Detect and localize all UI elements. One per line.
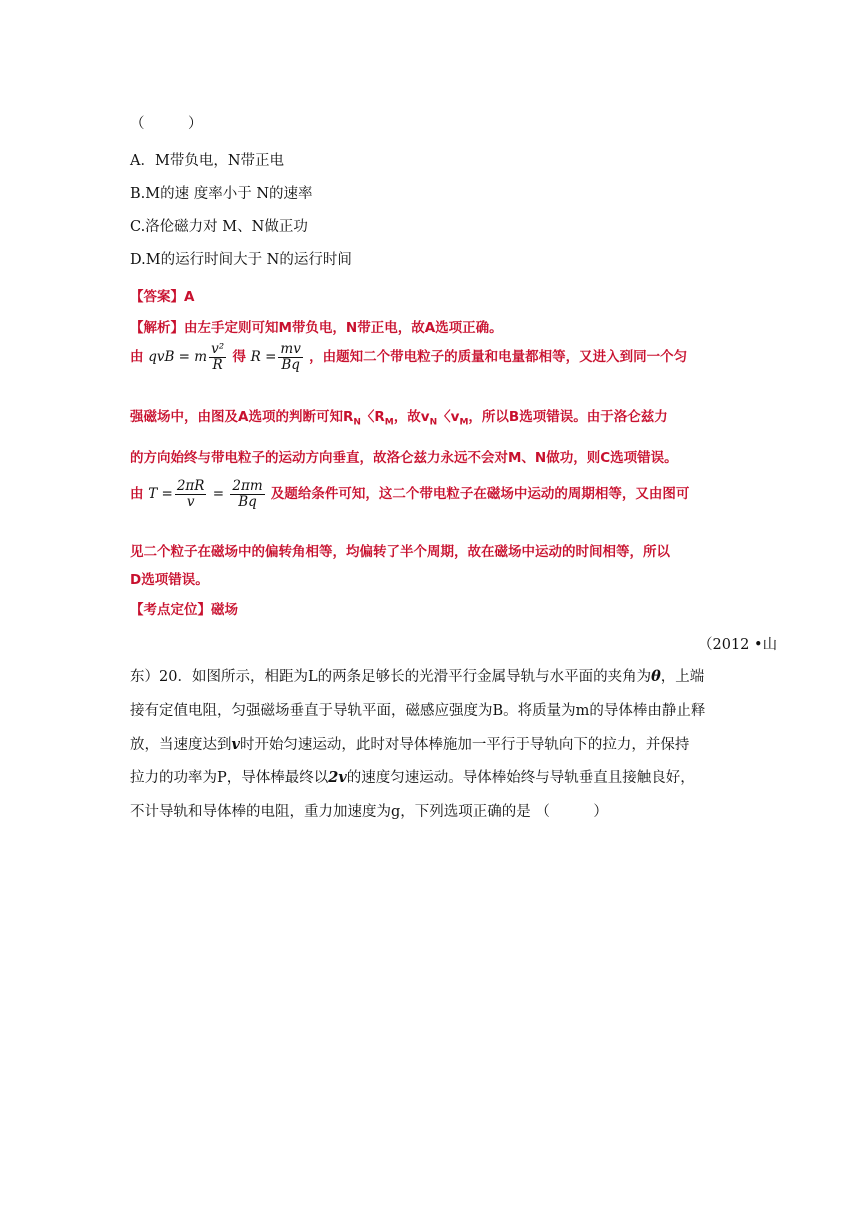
analysis-line-2-text: ，由题知二个带电粒子的质量和电量都相等，又进入到同一个匀 xyxy=(309,349,688,365)
question-line-3 xyxy=(130,733,689,754)
question-line-1 xyxy=(130,665,704,686)
fraction-mv-bq xyxy=(278,342,302,373)
question-line-1-end: ，上端 xyxy=(660,669,705,685)
subscript-m: M xyxy=(384,417,394,428)
analysis-line-6: 见二个粒子在磁场中的偏转角相等，均偏转了半个周期，故在磁场中运动的时间相等，所以 xyxy=(130,544,670,560)
fraction-2pim-bq xyxy=(230,479,264,510)
question-line-4-text: 拉力的功率为P，导体棒最终以 xyxy=(130,770,329,786)
text-de: 得 xyxy=(232,349,246,365)
equals-sign: = xyxy=(212,486,225,502)
subscript-n: N xyxy=(353,417,361,428)
fraction-numerator: v² xyxy=(211,341,225,357)
theta-symbol: θ xyxy=(651,668,661,685)
text-you: 由 xyxy=(130,349,144,365)
option-a: A．M带负电，N带正电 xyxy=(130,153,285,169)
option-d: D.M的运行时间大于 N的运行时间 xyxy=(130,252,352,268)
analysis-line-1: 【解析】由左手定则可知M带负电，N带正电，故A选项正确。 xyxy=(130,320,503,336)
fraction-2pir-v xyxy=(175,479,207,510)
text-lt-r: 〈R xyxy=(360,409,385,425)
question-line-3-end: 时开始匀速运动，此时对导体棒施加一平行于导轨向下的拉力，并保持 xyxy=(239,737,690,753)
question-line-1-text: 东）20．如图所示，相距为L的两条足够长的光滑平行金属导轨与水平面的夹角为 xyxy=(130,669,652,685)
analysis-line-3-end: ，所以B选项错误。由于洛仑兹力 xyxy=(468,409,668,425)
fraction-denominator: Bq xyxy=(281,357,300,373)
analysis-line-5 xyxy=(130,479,689,510)
formula-force-lhs: qvB = m xyxy=(148,349,208,365)
fraction-denominator: v xyxy=(186,494,195,510)
analysis-line-3 xyxy=(130,405,668,428)
text-gu-v: ，故v xyxy=(393,409,430,425)
question-bracket: （ ） xyxy=(130,116,203,132)
analysis-line-5-text: 及题给条件可知，这二个带电粒子在磁场中运动的周期相等，又由图可 xyxy=(270,486,690,502)
analysis-line-2 xyxy=(130,342,687,373)
text-lt-v: 〈v xyxy=(437,409,460,425)
formula-radius-lhs: R = xyxy=(250,349,277,365)
fraction-denominator: R xyxy=(212,357,223,373)
analysis-line-7: D选项错误。 xyxy=(130,572,209,588)
fraction-denominator: Bq xyxy=(238,494,257,510)
subscript-n: N xyxy=(429,417,438,428)
fraction-v2-r xyxy=(209,342,226,373)
v-symbol: v xyxy=(231,736,240,753)
question-line-2: 接有定值电阻，匀强磁场垂直于导轨平面，磁感应强度为B。将质量为m的导体棒由静止释 xyxy=(130,703,706,719)
question-line-4 xyxy=(130,766,695,787)
year-tag: （2012 •山 xyxy=(698,637,778,653)
text-you: 由 xyxy=(130,486,144,502)
two-v-symbol: 2v xyxy=(328,769,347,786)
option-c: C.洛伦磁力对 M、N做正功 xyxy=(130,219,308,235)
option-b: B.M的速 度率小于 N的速率 xyxy=(130,186,313,202)
subscript-m: M xyxy=(459,417,469,428)
topic-line: 【考点定位】磁场 xyxy=(130,602,238,618)
fraction-numerator: mv xyxy=(280,341,301,357)
formula-period xyxy=(148,478,271,510)
fraction-numerator: 2πm xyxy=(232,478,263,494)
formula-force xyxy=(148,341,232,373)
formula-period-lhs: T = xyxy=(148,486,173,502)
formula-radius xyxy=(250,341,310,373)
analysis-line-4: 的方向始终与带电粒子的运动方向垂直，故洛仑兹力永远不会对M、N做功，则C选项错误。 xyxy=(130,450,678,466)
question-line-3-text: 放，当速度达到 xyxy=(130,737,232,753)
answer-line: 【答案】A xyxy=(130,289,195,305)
question-line-4-end: 的速度匀速运动。导体棒始终与导轨垂直且接触良好， xyxy=(346,770,695,786)
fraction-numerator: 2πR xyxy=(176,478,205,494)
question-line-5: 不计导轨和导体棒的电阻，重力加速度为g，下列选项正确的是 （ ） xyxy=(130,804,608,820)
analysis-line-3-text: 强磁场中，由图及A选项的判断可知R xyxy=(130,409,354,425)
